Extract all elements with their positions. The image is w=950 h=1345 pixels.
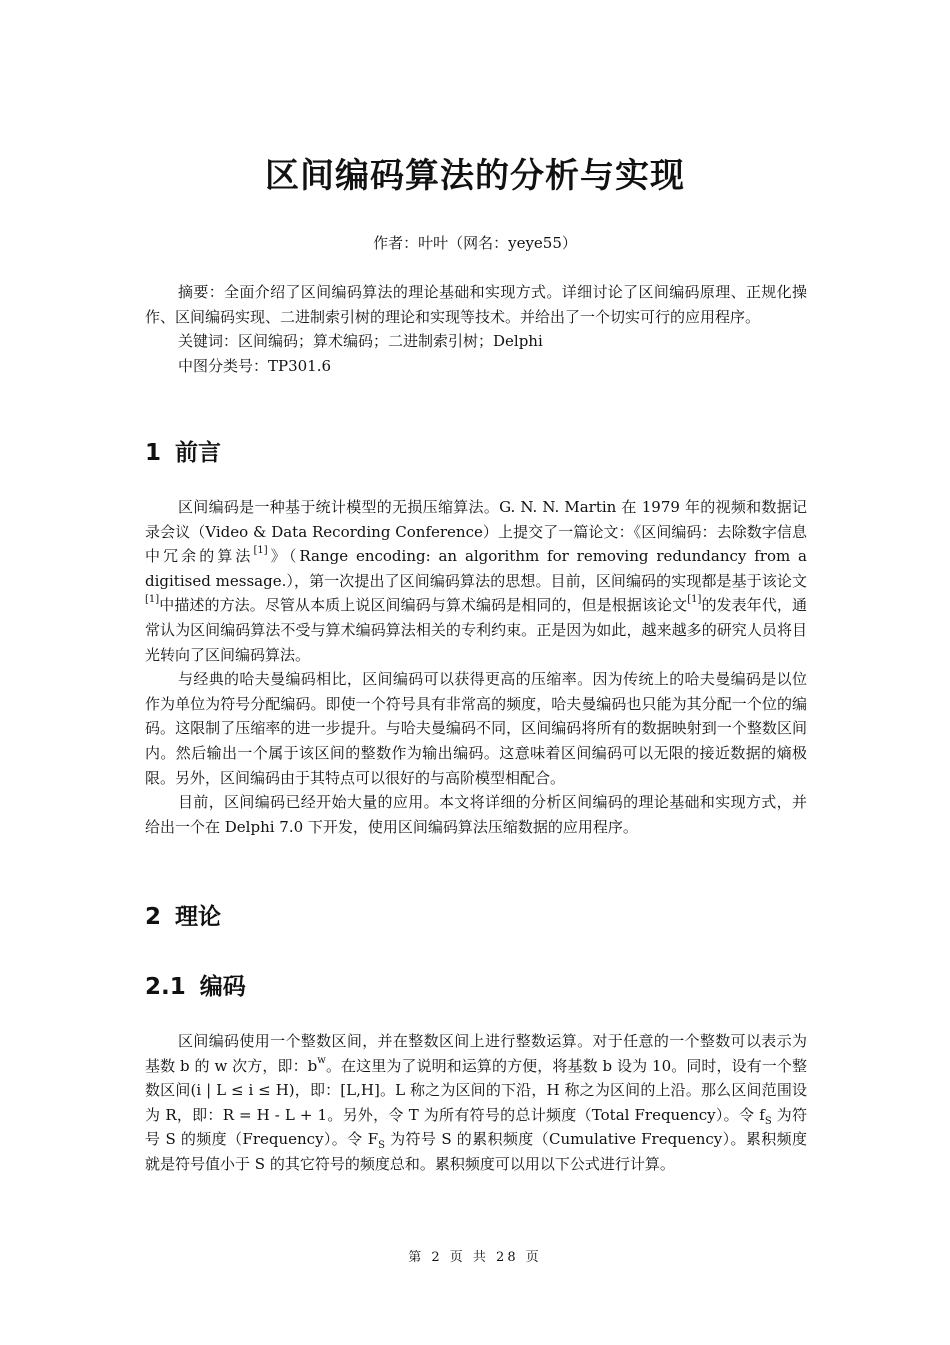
page-footer: 第 2 页 共 28 页 xyxy=(408,1250,542,1265)
keywords-line: 关键词：区间编码；算术编码；二进制索引树；Delphi xyxy=(178,332,543,351)
section-number: 2.1 xyxy=(145,974,186,1000)
subscript: S xyxy=(378,1140,385,1152)
citation-ref: [1] xyxy=(253,545,268,557)
section-2-heading xyxy=(145,898,221,931)
section-1-body xyxy=(145,495,807,839)
section-2-1-heading xyxy=(145,968,246,1001)
section-2-1-body xyxy=(145,1029,807,1177)
superscript: w xyxy=(317,1054,326,1066)
section-number: 2 xyxy=(145,904,162,930)
citation-ref: [1] xyxy=(145,594,160,606)
citation-ref: [1] xyxy=(687,594,702,606)
document-title: 区间编码算法的分析与实现 xyxy=(265,156,685,196)
section-1-heading xyxy=(145,434,221,467)
subscript: S xyxy=(764,1115,772,1127)
author-line: 作者：叶叶（网名：yeye55） xyxy=(373,234,577,252)
classification-line: 中图分类号：TP301.6 xyxy=(178,356,332,375)
paragraph: 区间编码使用一个整数区间，并在整数区间上进行整数运算。对于任意的一个整数可以表示为基数 b 的 w 次方，即：$b^w$。在这里为了说明和运算的方便，将基数 b 设为 10。同时，设有一个整数区间(i | L ≤ i ≤ H)，即：[L,H]。L 称之为区间的下沿，H 称之为区间的上沿。那么区间范围设为 R，即：R = H - L + 1。另外，令 T 为所有符号的总计频度（Total Frequency）。令 $f_S$ 为符号 S 的频度（Frequency）。令 $F_S$ 为符号 S 的累积频度（Cumulative Frequency）。累积频度就是符号值小于 S 的其它符号的频度总和。累积频度可以用以下公式进行计算。 xyxy=(145,1032,808,1173)
abstract-text: 摘要：全面介绍了区间编码算法的理论基础和实现方式。详细讨论了区间编码原理、正规化操作、区间编码实现、二进制索引树的理论和实现等技术。并给出了一个切实可行的应用程序。 xyxy=(145,283,807,326)
abstract-block xyxy=(145,280,807,378)
paragraph: 目前，区间编码已经开始大量的应用。本文将详细的分析区间编码的理论基础和实现方式，并给出一个在 Delphi 7.0 下开发，使用区间编码算法压缩数据的应用程序。 xyxy=(145,793,807,836)
paragraph: 区间编码是一种基于统计模型的无损压缩算法。G. N. N. Martin 在 1979 年的视频和数据记录会议（Video & Data Recording Conference）上提交了一篇论文：《区间编码：去除数字信息中冗余的算法[1]》（Range encoding: an algorithm for removing redundancy from a digitised message.），第一次提出了区间编码算法的思想。目前，区间编码的实现都是基于该论文[1]中描述的方法。尽管从本质上说区间编码与算术编码是相同的，但是根据该论文[1]的发表年代，通常认为区间编码算法不受与算术编码算法相关的专利约束。正是因为如此，越来越多的研究人员将目光转向了区间编码算法。 xyxy=(145,498,807,664)
section-title: 理论 xyxy=(175,904,222,930)
paragraph: 与经典的哈夫曼编码相比，区间编码可以获得更高的压缩率。因为传统上的哈夫曼编码是以位作为单位为符号分配编码。即使一个符号具有非常高的频度，哈夫曼编码也只能为其分配一个位的编码。这限制了压缩率的进一步提升。与哈夫曼编码不同，区间编码将所有的数据映射到一个整数区间内。然后输出一个属于该区间的整数作为输出编码。这意味着区间编码可以无限的接近数据的熵极限。另外，区间编码由于其特点可以很好的与高阶模型相配合。 xyxy=(145,670,807,787)
section-number: 1 xyxy=(145,440,162,466)
section-title: 前言 xyxy=(175,440,222,466)
section-title: 编码 xyxy=(199,974,246,1000)
